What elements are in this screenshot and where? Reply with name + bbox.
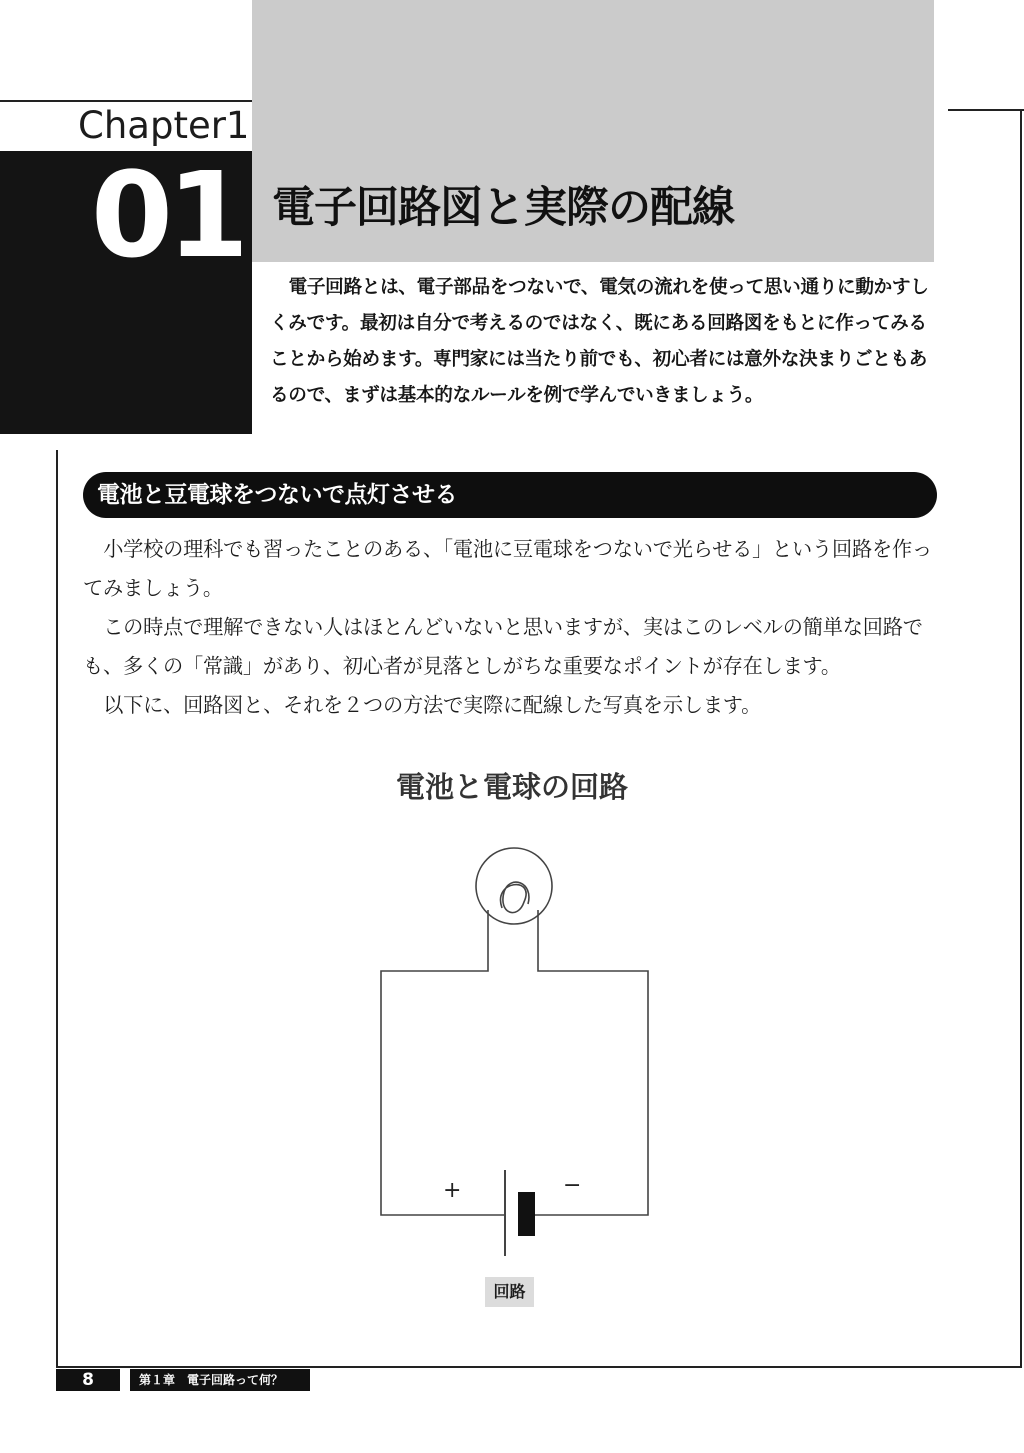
wire-right [535, 910, 648, 1215]
section-title: 電池と豆電球をつないで点灯させる [97, 482, 457, 508]
figure-title: 電池と電球の回路 [395, 770, 628, 804]
circuit-diagram [370, 840, 660, 1260]
chapter-intro: 電子回路とは、電子部品をつないで、電気の流れを使って思い通りに動かすしくみです。最初は自分で考えるのではなく、既にある回路図をもとに作ってみることから始めます。専門家には当たり前でも、初心者には意外な決まりごともあるので、まずは基本的なルールを例で学んでいきましょう。 [270, 277, 929, 406]
wire-left [381, 910, 505, 1215]
body-paragraph: 小学校の理科でも習ったことのある、「電池に豆電球をつないで光らせる」という回路を作ってみましょう。 [83, 537, 932, 600]
minus-label: − [563, 1173, 582, 1198]
frame-left-rule [56, 450, 58, 1368]
frame-bottom-rule [56, 1366, 1022, 1368]
body-paragraph: 以下に、回路図と、それを２つの方法で実際に配線した写真を示します。 [103, 693, 762, 717]
chapter-label: Chapter1 [78, 104, 250, 147]
bulb-filament [501, 882, 529, 913]
body-paragraph: この時点で理解できない人はほとんどいないと思いますが、実はこのレベルの簡単な回路でも、多くの「常識」があり、初心者が見落としがちな重要なポイントが存在します。 [83, 615, 923, 678]
section-body [83, 530, 939, 725]
frame-right-rule [1020, 109, 1022, 1368]
battery-negative-plate [518, 1192, 535, 1236]
figure-caption: 回路 [493, 1282, 526, 1301]
header-rule [0, 100, 252, 102]
page-number: 8 [56, 1369, 120, 1391]
plus-label: + [443, 1178, 462, 1203]
running-head: 第１章 電子回路って何？ [130, 1369, 310, 1391]
chapter-number: 01 [90, 146, 244, 284]
frame-top-right-rule [948, 109, 1024, 111]
chapter-title: 電子回路図と実際の配線 [272, 183, 734, 233]
